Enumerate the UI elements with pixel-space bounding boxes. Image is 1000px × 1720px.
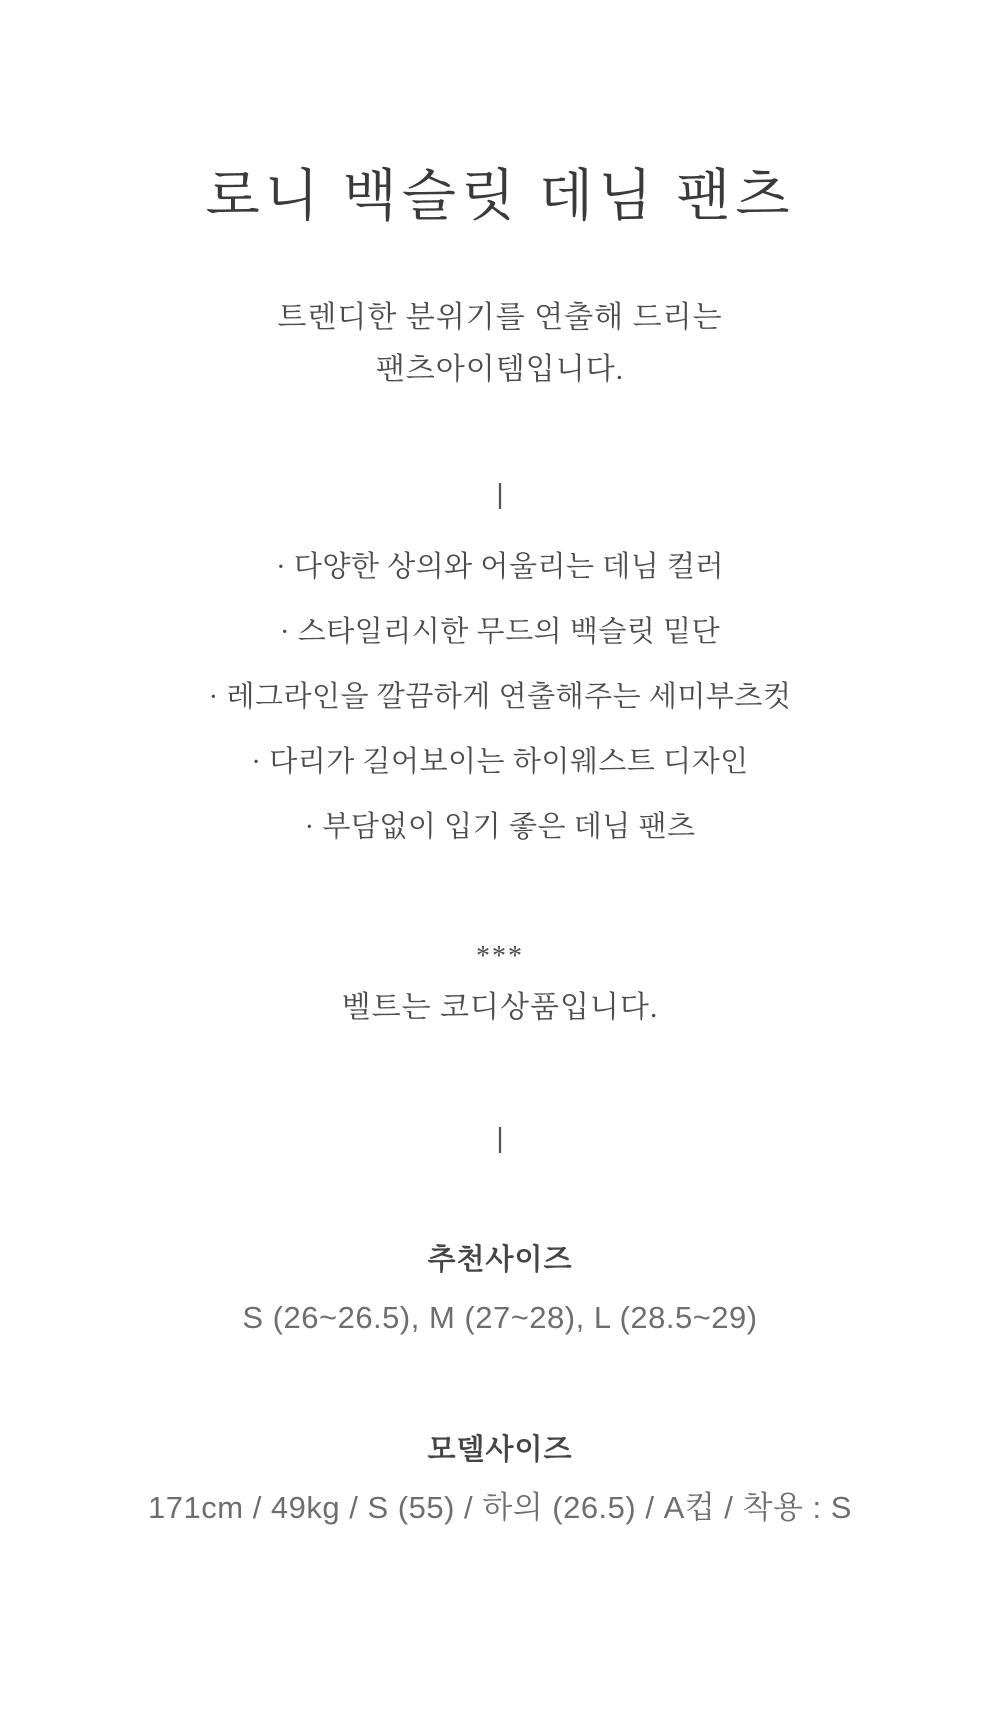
model-size-label: 모델사이즈 [427,1434,573,1466]
feature-list [0,550,1000,845]
note-asterisks: *** [476,941,524,972]
size-info-section [0,1242,1000,1528]
section-divider-bar: | [496,478,504,509]
intro-line-2: 팬츠아이템입니다. [375,353,625,386]
feature-item: · 다리가 길어보이는 하이웨스트 디자인 [251,746,749,778]
recommended-size-label: 추천사이즈 [427,1244,573,1276]
section-divider-bar: | [496,1122,504,1153]
note-text: 벨트는 코디상품입니다. [341,991,659,1024]
model-size-value: 171cm / 49kg / S (55) / 하의 (26.5) / A컵 / 착용 : S [148,1490,852,1525]
intro-line-1: 트렌디한 분위기를 연출해 드리는 [277,301,723,334]
product-intro [0,292,1000,396]
feature-item: · 스타일리시한 무드의 백슬릿 밑단 [279,616,721,648]
feature-item: · 레그라인을 깔끔하게 연출해주는 세미부츠컷 [208,681,792,713]
feature-item: · 다양한 상의와 어울리는 데님 컬러 [275,551,725,583]
feature-item: · 부담없이 입기 좋은 데님 팬츠 [304,811,696,843]
product-title: 로니 백슬릿 데님 팬츠 [205,166,795,228]
recommended-size-value: S (26~26.5), M (27~28), L (28.5~29) [242,1300,758,1335]
